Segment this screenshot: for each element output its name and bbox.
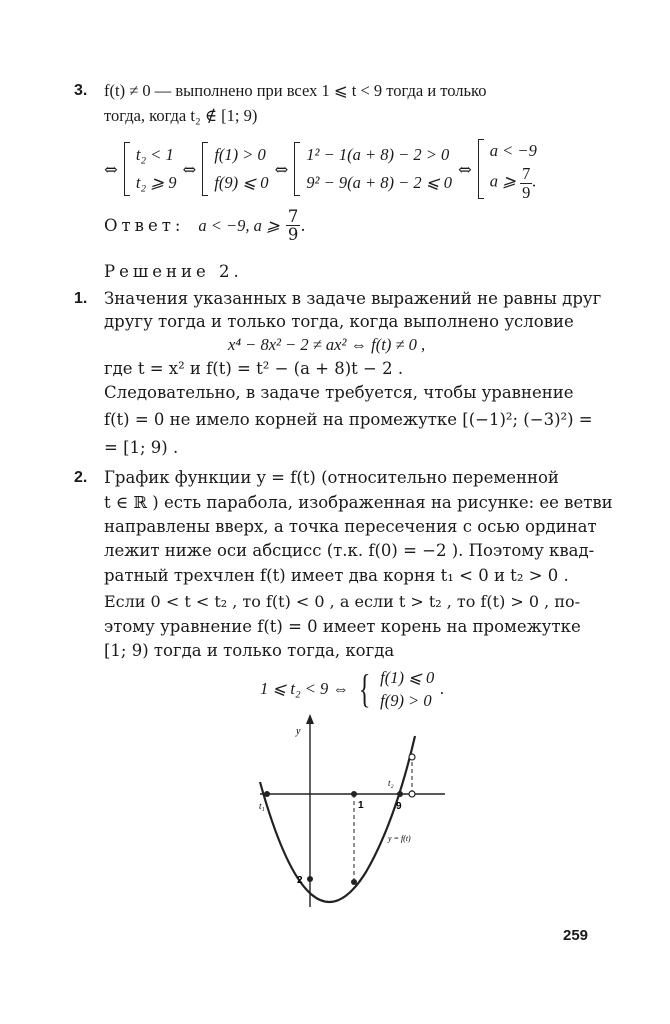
equiv-arrow: ⇔ bbox=[104, 159, 118, 179]
group-2-row-1: f(1) > 0 bbox=[214, 145, 266, 164]
item-1-line-2: другу тогда и только тогда, когда выполнено условие bbox=[104, 312, 574, 331]
item-1-formula: x⁴ − 8x² − 2 ≠ ax² ⇔ f(t) ≠ 0 , bbox=[228, 335, 426, 354]
curly-brace: { bbox=[358, 666, 371, 711]
item-2-line-7: этому уравнение f(t) = 0 имеет корень на промежутке bbox=[104, 617, 581, 636]
group-3-row-1: 1² − 1(a + 8) − 2 > 0 bbox=[306, 145, 450, 164]
equivalence-chain bbox=[104, 138, 537, 200]
tick-1-label: 1 bbox=[358, 800, 364, 811]
item-1-line-5: f(t) = 0 не имело корней на промежутке [(−1)²; (−3)²) = bbox=[104, 410, 593, 429]
f9-open-point bbox=[409, 754, 415, 760]
answer-line bbox=[104, 208, 306, 244]
equiv-arrow: ⇔ bbox=[274, 159, 289, 179]
fraction-denominator: 9 bbox=[522, 182, 531, 202]
item-1-line-1: Значения указанных в задаче выражений не равны друг bbox=[104, 289, 602, 308]
group-4-row-2 bbox=[490, 165, 537, 201]
fraction-numerator: 7 bbox=[287, 207, 299, 226]
item-2-line-2: t ∈ ℝ ) есть парабола, изображенная на рисунке: ее ветви bbox=[104, 493, 613, 512]
condition-group-3 bbox=[306, 141, 452, 197]
system-row-2: f(9) > 0 bbox=[380, 691, 432, 710]
bracket-open bbox=[124, 142, 130, 196]
parabola-graph bbox=[250, 712, 450, 912]
system-rows bbox=[380, 666, 434, 712]
group-2-row-2: f(9) ⩽ 0 bbox=[214, 173, 269, 192]
parabola-curve bbox=[260, 736, 415, 902]
item-2-number: 2. bbox=[74, 469, 88, 486]
tick-9-open-point bbox=[409, 791, 415, 797]
system-condition bbox=[260, 664, 444, 714]
item-3-number: 3. bbox=[74, 82, 88, 99]
item-2-line-3: направлены вверх, а точка пересечения с осью ординат bbox=[104, 517, 597, 536]
fraction-denominator: 9 bbox=[287, 225, 299, 245]
item-2-line-1: График функции y = f(t) (относительно переменной bbox=[104, 468, 559, 487]
page-number: 259 bbox=[563, 927, 589, 944]
item-2-line-4: лежит ниже оси абсцисс (т.к. f(0) = −2 ). Поэтому квад- bbox=[104, 541, 595, 560]
t2-label: t₂ bbox=[388, 778, 394, 788]
period: . bbox=[532, 171, 537, 191]
minus-2-label: 2 bbox=[297, 875, 303, 886]
fraction-numerator: 7 bbox=[522, 164, 531, 184]
tick-9-label: 9 bbox=[396, 801, 402, 812]
root-t1-point bbox=[264, 791, 270, 797]
period: . bbox=[300, 216, 306, 236]
group-4-prefix: a ⩾ bbox=[489, 171, 516, 191]
period: . bbox=[440, 679, 445, 698]
t1-label: t₁ bbox=[259, 801, 265, 811]
curve-label: y = f(t) bbox=[388, 834, 411, 843]
item-3-line-2: тогда, когда t₂ ∉ [1; 9) bbox=[104, 106, 258, 125]
system-left: 1 ⩽ t₂ < 9 ⇔ bbox=[260, 679, 349, 698]
solution-2-title: Решение 2. bbox=[104, 262, 243, 281]
tick-1-point bbox=[351, 791, 357, 797]
fraction-7-9 bbox=[520, 165, 532, 201]
bracket-open bbox=[294, 142, 300, 196]
bracket-open bbox=[202, 142, 208, 196]
group-1-row-1: t₂ < 1 bbox=[135, 145, 174, 164]
system-row-1: f(1) ⩽ 0 bbox=[380, 668, 435, 687]
item-2-line-6: Если 0 < t < t₂ , то f(t) < 0 , а если t > t₂ , то f(t) > 0 , по- bbox=[104, 592, 581, 611]
answer-fraction bbox=[286, 208, 301, 244]
group-3-row-2: 9² − 9(a + 8) − 2 ⩽ 0 bbox=[306, 173, 452, 192]
item-1-line-3: где t = x² и f(t) = t² − (a + 8)t − 2 . bbox=[104, 359, 404, 378]
group-4-row-1: a < −9 bbox=[489, 141, 537, 161]
bracket-open bbox=[478, 139, 484, 199]
item-1-line-6: = [1; 9) . bbox=[104, 438, 179, 457]
item-2-line-8: [1; 9) тогда и только тогда, когда bbox=[104, 641, 395, 660]
group-1-row-2: t₂ ⩾ 9 bbox=[135, 173, 177, 192]
condition-group-2 bbox=[214, 141, 268, 197]
equiv-arrow: ⇔ bbox=[457, 159, 472, 179]
f1-point bbox=[351, 879, 357, 885]
y-axis-arrow-icon bbox=[306, 714, 314, 724]
item-3-line-1: f(t) ≠ 0 — выполнено при всех 1 ⩽ t < 9 тогда и только bbox=[104, 81, 487, 100]
root-t2-point bbox=[397, 791, 403, 797]
answer-label: Ответ: bbox=[104, 216, 185, 236]
equiv-arrow: ⇔ bbox=[182, 159, 197, 179]
item-1-number: 1. bbox=[74, 290, 88, 307]
condition-group-4 bbox=[490, 137, 537, 201]
item-2-line-5: ратный трехчлен f(t) имеет два корня t₁ < 0 и t₂ > 0 . bbox=[104, 566, 569, 585]
y-intercept-point bbox=[307, 876, 313, 882]
y-axis-label: y bbox=[296, 726, 301, 737]
item-1-line-4: Следовательно, в задаче требуется, чтобы уравнение bbox=[104, 383, 574, 402]
answer-part-1: a < −9, a ⩾ bbox=[198, 215, 280, 235]
condition-group-1 bbox=[136, 141, 177, 197]
